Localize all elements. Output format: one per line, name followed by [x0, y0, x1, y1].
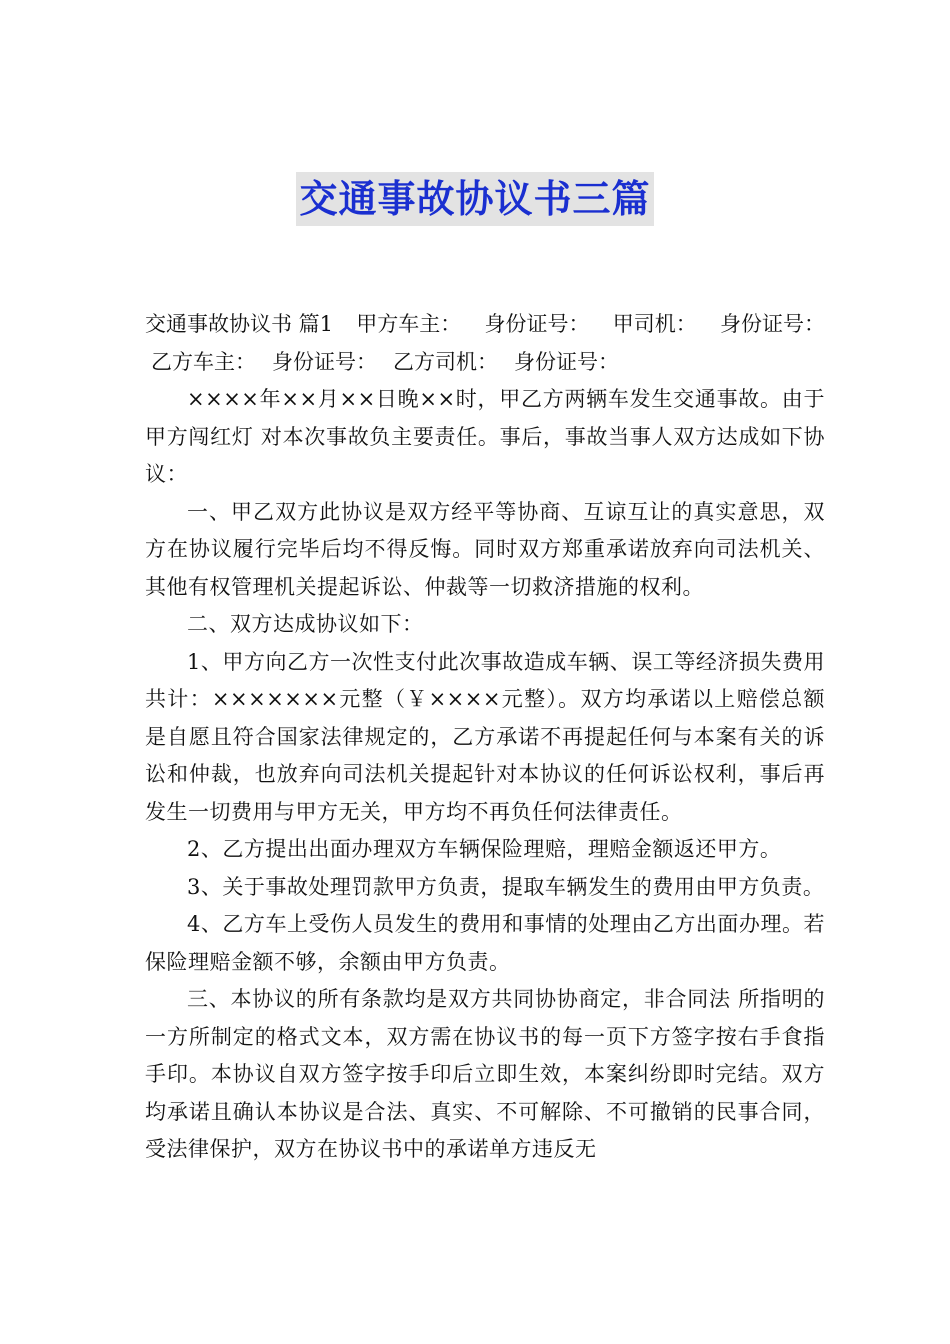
paragraph-clause-2: 二、双方达成协议如下： [187, 612, 424, 636]
party-a-owner-label: 甲方车主： [356, 312, 462, 336]
paragraph-clause-3: 三、本协议的所有条款均是双方共同协协商定，非合同法 所指明的一方所制定的格式文本，双方需在协议书的每一页下方签字按右手食指手印。本协议自双方签字按手印后立即生效，本案纠纷即时完结。双方均承诺且确认本协议是合法、真实、不可解除、不可撤销的民事合同，受法律保护，双方在协议书中的承诺单方违反无 [145, 987, 825, 1161]
section-label: 交通事故协议书 篇1 [145, 312, 334, 336]
party-a-driver-label: 甲司机： [612, 312, 697, 336]
party-b-driver-label: 乙方司机： [393, 349, 498, 374]
party-b-owner-label: 乙方车主： [151, 349, 256, 374]
id-number-label: 身份证号： [272, 349, 377, 374]
id-number-label: 身份证号： [514, 349, 619, 374]
paragraph-clause-1: 一、甲乙双方此协议是双方经平等协商、互谅互让的真实意思，双方在协议履行完毕后均不得反悔。同时双方郑重承诺放弃向司法机关、其他有权管理机关提起诉讼、仲裁等一切救济措施的权利。 [145, 499, 825, 599]
paragraph-item-1: 1、甲方向乙方一次性支付此次事故造成车辆、误工等经济损失费用共计：×××××××元整（￥××××元整）。双方均承诺以上赔偿总额是自愿且符合国家法律规定的，乙方承诺不再提起任何与本案有关的诉讼和仲裁，也放弃向司法机关提起针对本协议的任何诉讼权利，事后再发生一切费用与甲方无关，甲方均不再负任何法律责任。 [145, 649, 825, 824]
header-line-party-b [145, 344, 825, 382]
paragraph-item-4: 4、乙方车上受伤人员发生的费用和事情的处理由乙方出面办理。若保险理赔金额不够，余额由甲方负责。 [145, 912, 825, 974]
paragraph-item-3: 3、关于事故处理罚款甲方负责，提取车辆发生的费用由甲方负责。 [187, 874, 825, 899]
title-wrapper [0, 172, 950, 226]
document-body [145, 306, 825, 1169]
document-title: 交通事故协议书三篇 [296, 172, 653, 226]
header-line-party-a [145, 306, 825, 344]
paragraph-incident: ××××年××月××日晚××时，甲乙方两辆车发生交通事故。由于甲方闯红灯 对本次事故负主要责任。事后，事故当事人双方达成如下协议： [145, 387, 825, 486]
paragraph-item-2: 2、乙方提出出面办理双方车辆保险理赔，理赔金额返还甲方。 [187, 837, 782, 861]
id-number-label: 身份证号： [484, 312, 590, 336]
id-number-label: 身份证号： [719, 312, 825, 336]
